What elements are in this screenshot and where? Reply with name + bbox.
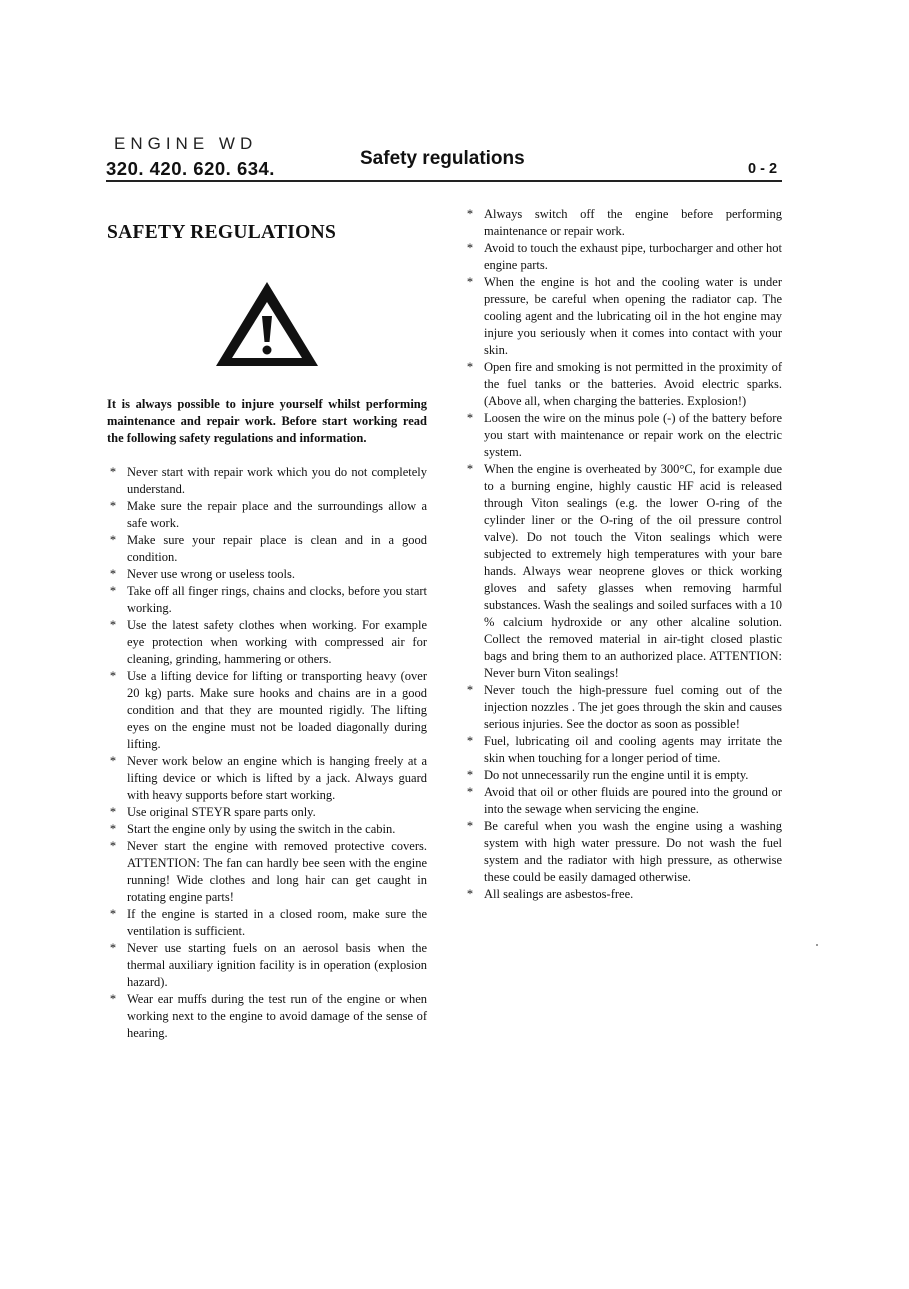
safety-item bbox=[107, 821, 427, 838]
bullet-asterisk: * bbox=[109, 499, 117, 513]
bullet-asterisk: * bbox=[466, 887, 474, 901]
safety-item-text: Use the latest safety clothes when working. For example eye protection when working with compressed air for cleaning, grinding, hammering or others. bbox=[127, 618, 427, 666]
bullet-asterisk: * bbox=[466, 207, 474, 221]
safety-item bbox=[107, 906, 427, 940]
safety-item bbox=[464, 410, 782, 461]
safety-item-text: Start the engine only by using the switch in the cabin. bbox=[127, 822, 396, 836]
bullet-asterisk: * bbox=[466, 683, 474, 697]
safety-item-text: Fuel, lubricating oil and cooling agents may irritate the skin when touching for a longer period of time. bbox=[484, 734, 782, 765]
header-divider bbox=[106, 180, 782, 182]
safety-item bbox=[464, 767, 782, 784]
safety-item bbox=[107, 991, 427, 1042]
bullet-asterisk: * bbox=[109, 822, 117, 836]
safety-item-text: Avoid to touch the exhaust pipe, turbocharger and other hot engine parts. bbox=[484, 241, 782, 272]
safety-item bbox=[464, 240, 782, 274]
safety-item bbox=[464, 682, 782, 733]
safety-item-text: Make sure your repair place is clean and in a good condition. bbox=[127, 533, 427, 564]
bullet-asterisk: * bbox=[109, 839, 117, 853]
safety-item bbox=[464, 733, 782, 767]
bullet-asterisk: * bbox=[109, 992, 117, 1006]
page-number: 0 - 2 bbox=[748, 161, 778, 177]
safety-item-text: Loosen the wire on the minus pole (-) of the battery before you start with maintenance or repair work on the electric system. bbox=[484, 411, 782, 459]
bullet-asterisk: * bbox=[109, 805, 117, 819]
safety-item-text: If the engine is started in a closed room, make sure the ventilation is sufficient. bbox=[127, 907, 427, 938]
safety-item-text: Take off all finger rings, chains and clocks, before you start working. bbox=[127, 584, 427, 615]
intro-text: It is always possible to injure yourself whilst performing maintenance and repair work. Before start working read the following safety regulations and information. bbox=[107, 397, 427, 445]
bullet-asterisk: * bbox=[466, 360, 474, 374]
safety-item bbox=[107, 668, 427, 753]
safety-item-text: Never start the engine with removed protective covers. ATTENTION: The fan can hardly bee seen with the engine running! Wide clothes and long hair can get caught in rotating engine parts! bbox=[127, 839, 427, 904]
safety-item-text: Make sure the repair place and the surroundings allow a safe work. bbox=[127, 499, 427, 530]
bullet-asterisk: * bbox=[466, 785, 474, 799]
safety-item-text: All sealings are asbestos-free. bbox=[484, 887, 634, 901]
scan-speck bbox=[816, 944, 818, 946]
safety-item bbox=[107, 804, 427, 821]
header-engine-label: ENGINE WD bbox=[114, 134, 258, 153]
bullet-asterisk: * bbox=[109, 941, 117, 955]
bullet-asterisk: * bbox=[466, 241, 474, 255]
safety-item bbox=[464, 784, 782, 818]
safety-item-text: Use original STEYR spare parts only. bbox=[127, 805, 316, 819]
safety-item-text: Wear ear muffs during the test run of the engine or when working next to the engine to avoid damage of the sense of hearing. bbox=[127, 992, 427, 1040]
safety-list-left bbox=[107, 464, 427, 1042]
bullet-asterisk: * bbox=[466, 462, 474, 476]
bullet-asterisk: * bbox=[466, 768, 474, 782]
bullet-asterisk: * bbox=[109, 533, 117, 547]
safety-item bbox=[464, 359, 782, 410]
safety-item-text: Be careful when you wash the engine using a washing system with high water pressure. Do not wash the fuel system and the radiator with high pressure, as otherwise these could be easily damaged otherwise. bbox=[484, 819, 782, 884]
page-title: Safety regulations bbox=[360, 148, 525, 169]
section-heading: SAFETY REGULATIONS bbox=[107, 222, 337, 243]
bullet-asterisk: * bbox=[466, 411, 474, 425]
safety-item bbox=[464, 461, 782, 682]
bullet-asterisk: * bbox=[109, 754, 117, 768]
safety-item-text: When the engine is overheated by 300°C, for example due to a burning engine, highly caustic HF acid is released through Viton sealings (e.g. the lower O-ring of the cylinder liner or the O-ring of the oil pressure control valve). Do not touch the Viton sealings which were subjected to extremely high temperatures with your bare hands. Always wear neoprene gloves or thick working gloves and safety glasses when removing harmful substances. Wash the sealings and soiled surfaces with a 10 % calcium hydroxide or any other alcaline solution. Collect the removed material in air-tight closed plastic bags and bring them to an authorized place. ATTENTION: Never burn Viton sealings! bbox=[484, 462, 782, 680]
safety-item bbox=[107, 617, 427, 668]
safety-item-text: Use a lifting device for lifting or transporting heavy (over 20 kg) parts. Make sure hooks and chains are in a good condition and that they are mounted rigidly. The lifting eyes on the engine must not be loaded diagonally during lifting. bbox=[127, 669, 427, 751]
bullet-asterisk: * bbox=[466, 819, 474, 833]
bullet-asterisk: * bbox=[109, 907, 117, 921]
safety-item bbox=[107, 566, 427, 583]
safety-item-text: Never work below an engine which is hanging freely at a lifting device or which is lifted by a jack. Always guard with heavy supports before start working. bbox=[127, 754, 427, 802]
safety-item bbox=[107, 753, 427, 804]
warning-triangle-icon bbox=[214, 280, 320, 368]
safety-item-text: Never start with repair work which you do not completely understand. bbox=[127, 465, 427, 496]
safety-item bbox=[464, 274, 782, 359]
safety-item-text: Never touch the high-pressure fuel coming out of the injection nozzles . The jet goes through the skin and causes serious injuries. See the doctor as soon as possible! bbox=[484, 683, 782, 731]
bullet-asterisk: * bbox=[109, 584, 117, 598]
safety-item-text: Always switch off the engine before performing maintenance or repair work. bbox=[484, 207, 782, 238]
bullet-asterisk: * bbox=[109, 465, 117, 479]
safety-item bbox=[107, 583, 427, 617]
safety-item bbox=[107, 498, 427, 532]
safety-item-text: Do not unnecessarily run the engine until it is empty. bbox=[484, 768, 749, 782]
safety-item-text: Never use wrong or useless tools. bbox=[127, 567, 296, 581]
safety-item-text: Avoid that oil or other fluids are poured into the ground or into the sewage when servicing the engine. bbox=[484, 785, 782, 816]
bullet-asterisk: * bbox=[109, 618, 117, 632]
safety-item bbox=[107, 464, 427, 498]
bullet-asterisk: * bbox=[466, 734, 474, 748]
safety-item-text: Open fire and smoking is not permitted in the proximity of the fuel tanks or the batteries. Avoid electric sparks. (Above all, when charging the batteries. Explosion!) bbox=[484, 360, 782, 408]
bullet-asterisk: * bbox=[109, 669, 117, 683]
header-model-numbers: 320. 420. 620. 634. bbox=[106, 158, 275, 179]
safety-item bbox=[107, 838, 427, 906]
safety-item bbox=[464, 818, 782, 886]
safety-item bbox=[464, 886, 782, 903]
safety-item bbox=[107, 940, 427, 991]
safety-list-right bbox=[464, 206, 782, 903]
safety-item bbox=[464, 206, 782, 240]
safety-item-text: Never use starting fuels on an aerosol basis when the thermal auxiliary ignition facility is in operation (explosion hazard). bbox=[127, 941, 427, 989]
bullet-asterisk: * bbox=[466, 275, 474, 289]
safety-item-text: When the engine is hot and the cooling water is under pressure, be careful when opening the radiator cap. The cooling agent and the lubricating oil in the hot engine may injure you seriously when it comes into contact with your skin. bbox=[484, 275, 782, 357]
safety-item bbox=[107, 532, 427, 566]
bullet-asterisk: * bbox=[109, 567, 117, 581]
